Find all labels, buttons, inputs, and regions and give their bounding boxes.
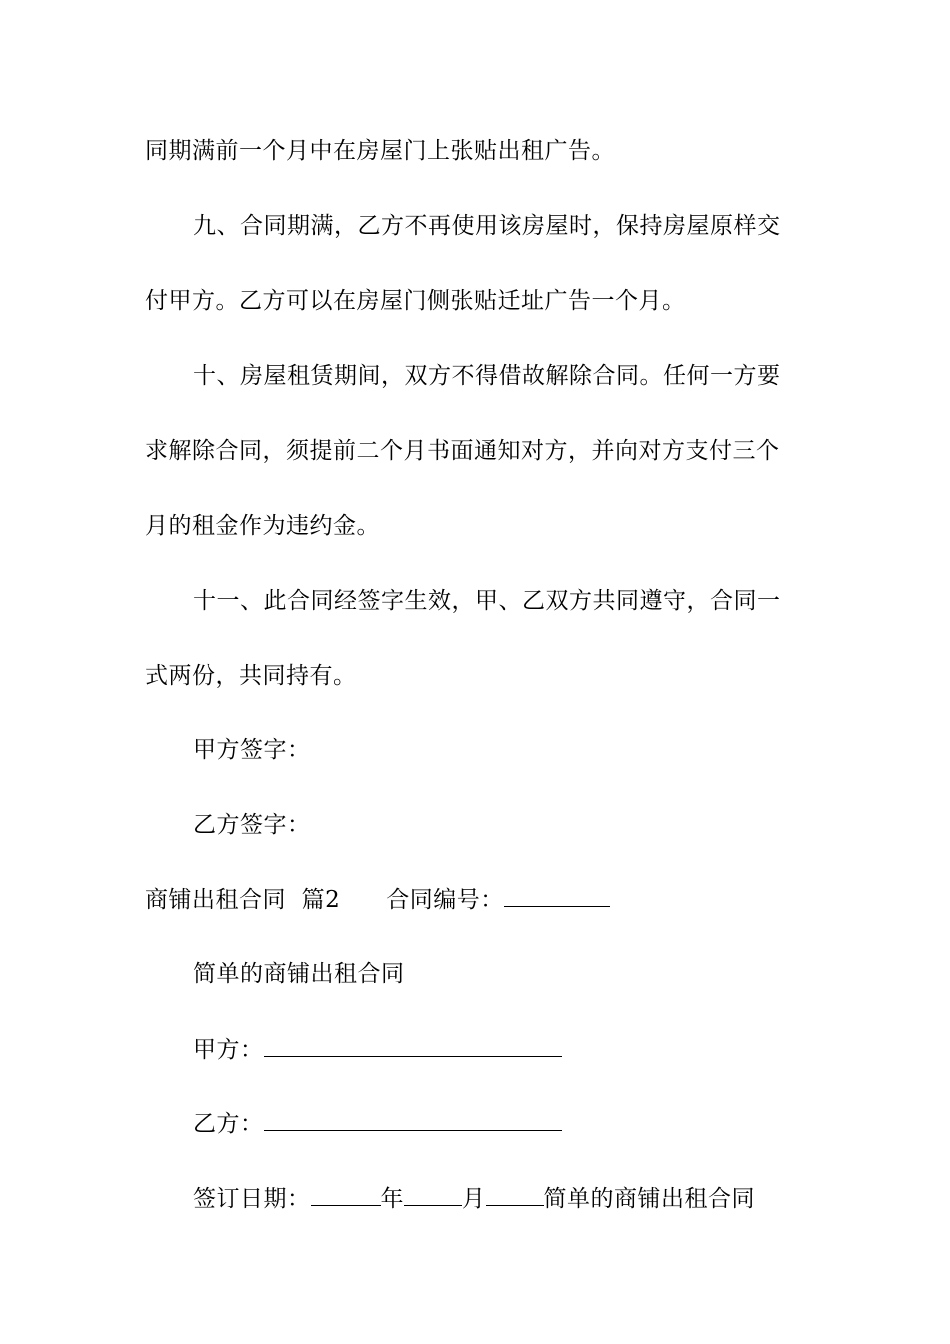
paragraph-line: 式两份，共同持有。 xyxy=(145,663,357,689)
year-label: 年 xyxy=(380,1186,404,1212)
contract-number-blank xyxy=(504,886,610,907)
contract-subtitle: 简单的商铺出租合同 xyxy=(193,961,405,987)
paragraph-line: 付甲方。乙方可以在房屋门侧张贴迁址广告一个月。 xyxy=(145,288,686,314)
party-a-label: 甲方： xyxy=(193,1037,264,1063)
party-b-row xyxy=(193,1108,858,1140)
party-b-signature-label: 乙方签字： xyxy=(193,812,311,838)
contract-number-label: 合同编号： xyxy=(386,887,504,913)
month-blank xyxy=(404,1185,462,1206)
party-b-blank xyxy=(264,1110,562,1131)
paragraph-line: 九、合同期满，乙方不再使用该房屋时，保持房屋原样交 xyxy=(193,213,781,239)
paragraph-line: 求解除合同，须提前二个月书面通知对方，并向对方支付三个 xyxy=(145,438,780,464)
paragraph-line: 月的租金作为违约金。 xyxy=(145,513,380,539)
paragraph-line: 十一、此合同经签字生效，甲、乙双方共同遵守，合同一 xyxy=(193,588,781,614)
section-heading-row xyxy=(145,884,810,916)
section-heading: 商铺出租合同 篇2 xyxy=(145,887,341,913)
paragraph-line: 十、房屋租赁期间，双方不得借故解除合同。任何一方要 xyxy=(193,363,781,389)
sign-date-tail: 简单的商铺出租合同 xyxy=(543,1186,755,1212)
party-b-label: 乙方： xyxy=(193,1111,264,1137)
party-a-signature-label: 甲方签字： xyxy=(193,737,311,763)
month-label: 月 xyxy=(462,1186,486,1212)
day-blank xyxy=(486,1185,544,1206)
paragraph-line: 同期满前一个月中在房屋门上张贴出租广告。 xyxy=(145,138,615,164)
year-blank xyxy=(311,1185,381,1206)
sign-date-label: 签订日期： xyxy=(193,1186,311,1212)
sign-date-row xyxy=(193,1183,858,1215)
party-a-row xyxy=(193,1034,858,1066)
party-a-blank xyxy=(264,1036,562,1057)
